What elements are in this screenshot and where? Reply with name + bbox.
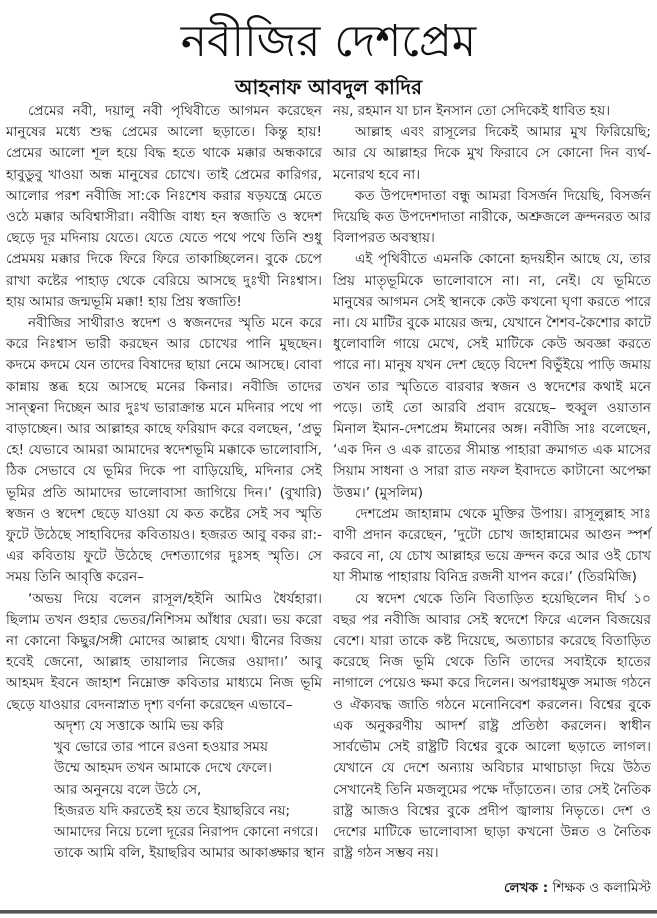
poem-line: অদৃশ্য যে সত্তাকে আমি ভয় করি (54, 717, 224, 734)
bottom-rule (0, 910, 657, 914)
article-author: আহনাফ আবদুল কাদির (234, 75, 422, 99)
poem-line: খুব ভোরে তার পানে রওনা হওয়ার সময় (54, 739, 268, 756)
paragraph: কত উপদেশদাতা বন্ধু আমরা বিসর্জন দিয়েছি, বিসর্জন দিয়েছি কত উপদেশদাতা নারীকে, অশ্রুজলে ক্রন্দনরত আর বিলাপরত অবস্থায়। (333, 187, 651, 247)
article-title: নবীজির দেশপ্রেম (180, 16, 477, 67)
paragraph: নয়, রহমান যা চান ইনসান তো সেদিকেই ধাবিত হয়। (333, 103, 611, 119)
paragraph: আল্লাহ এবং রাসূলের দিকেই আমার মুখ ফিরিয়েছি; আর যে আল্লাহর দিকে মুখ ফিরাবে সে কোনো দিন ব্যর্থ-মনোরথ হবে না। (333, 124, 651, 183)
poem-line: উম্মে আহমদ তখন আমাকে দেখে ফেলে। (54, 760, 272, 777)
paragraph: প্রেমের নবী, দয়ালু নবী পৃথিবীতে আগমন করেছেন মানুষের মধ্যে শুদ্ধ প্রেমের আলো ছড়াতে। কিন্তু হায়! প্রেমের আলো শূল হয়ে বিদ্ধ হতে থাকে মক্কার অন্ধকারে হাবুডুবু খাওয়া অন্ধ মানুষের চোখে। তাই প্রেমের কারিগর, আলোর পরশ নবীজি সা:কে নিঃশেষ করার ষড়যন্ত্রে মেতে ওঠে মক্কার অবিশ্বাসীরা। নবীজি বাধ্য হন স্বজাতি ও স্বদেশ ছেড়ে দূর মদিনায় যেতে। যেতে যেতে পথে পথে তিনি শুধু প্রেমময় মক্কার দিকে ফিরে ফিরে তাকাচ্ছিলেন। বুকে চেপে রাখা কষ্টের পাহাড় থেকে বেরিয়ে আসছে দুঃখী নিঃশ্বাস। হায় আমার জন্মভূমি মক্কা! হায় প্রিয় স্বজাতি! (6, 103, 322, 310)
paragraph: নবীজির সাথীরাও স্বদেশ ও স্বজনদের স্মৃতি মনে করে করে নিঃশ্বাস ভারী করছেন আর চোখের পানি মুছছেন। কদমে কদমে যেন তাদের বিষাদের ছায়া নেমে আসছে। বোবা কান্নায় স্তব্ধ হয়ে আসছে মনের কিনার। নবীজি তাদের সান্ত্বনা দিচ্ছেন আর দুঃখ ভারাক্রান্ত মনে মদিনার পথে পা বাড়াচ্ছেন। আর আল্লাহর কাছে ফরিয়াদ করে বলছেন, ‘প্রভু হে! যেভাবে আমরা আমাদের স্বদেশভূমি মক্কাকে ভালোবাসি, ঠিক সেভাবে যে ভূমির দিকে পা বাড়িয়েছি, মদিনার সেই ভূমির প্রতি আমাদের ভালোবাসা জাগিয়ে দিন।’ (বুখারি) স্বজন ও স্বদেশ ছেড়ে যাওয়া যে কত কষ্টের সেই সব স্মৃতি ফুটে উঠেছে সাহাবিদের কবিতায়ও। হজরত আবু বকর রা:-এর কবিতায় ফুটে উঠেছে দেশত্যাগের দুঃসহ স্মৃতি। সে সময় তিনি আবৃত্তি করেন– (6, 315, 322, 586)
poem (6, 716, 325, 864)
paragraph: দেশপ্রেম জাহান্নাম থেকে মুক্তির উপায়। রাসূলুল্লাহ সাঃ বাণী প্রদান করেছেন, ‘দুটো চোখ জাহান্নামের আগুন স্পর্শ করবে না, যে চোখ আল্লাহর ভয়ে ক্রন্দন করে আর ওই চোখ যা সীমান্ত পাহারায় বিনিদ্র রজনী যাপন করে।’ (তিরমিজি) (333, 505, 651, 586)
poem-line: তাকে আমি বলি, ইয়াছরিব আমার আকাঙ্ক্ষার স্থান (54, 845, 325, 862)
poem-line: আর অনুনয়ে বলে উঠে সে, (54, 781, 202, 798)
byline-text: শিক্ষক ও কলামিস্ট (552, 880, 651, 897)
paragraph: এই পৃথিবীতে এমনকি কোনো হৃদয়হীন আছে যে, তার প্রিয় মাতৃভূমিকে ভালোবাসে না। না, নেই। যে ভূমিতে মানুষের আগমন সেই স্থানকে কেউ কখনো ঘৃণা করতে পারে না। যে মাটির বুকে মায়ের জন্ম, যেখানে শৈশব-কৈশোর কাটে ধুলোবালি গায়ে মেখে, সেই মাটিকে কেউ অবজ্ঞা করতে পারে না। মানুষ যখন দেশ ছেড়ে বিদেশ বিভুঁইয়ে পাড়ি জমায় তখন তার স্মৃতিতে বারবার স্বজন ও স্বদেশের কথাই মনে পড়ে। তাই তো আরবি প্রবাদ রয়েছে– হুব্বুল ওয়াতান মিনাল ইমান-দেশপ্রেম ঈমানের অঙ্গ। নবীজি সাঃ বলেছেন, ‘এক দিন ও এক রাতের সীমান্ত পাহারা ক্রমাগত এক মাসের সিয়াম সাধনা ও সারা রাত নফল ইবাদতে কাটানো অপেক্ষা উত্তম।’ (মুসলিম) (333, 251, 651, 501)
poem-line: আমাদের নিয়ে চলো দূরের নিরাপদ কোনো নগরে। (54, 823, 319, 840)
right-column (333, 101, 651, 900)
paragraph: যে স্বদেশ থেকে তিনি বিতাড়িত হয়েছিলেন দীর্ঘ ১০ বছর পর নবীজি আবার সেই স্বদেশে ফিরে এলেন বিজয়ের বেশে। যারা তাকে কষ্ট দিয়েছে, অত্যাচার করেছে বিতাড়িত করেছে নিজ ভূমি থেকে তিনি তাদের সবাইকে হাতের নাগালে পেয়েও ক্ষমা করে দিলেন। অপরাধমুক্ত সমাজ গঠনে ও ঐক্যবদ্ধ জাতি গঠনে মনোনিবেশ করলেন। বিশ্বের বুকে এক অনুকরণীয় আদর্শ রাষ্ট্র প্রতিষ্ঠা করলেন। স্বাধীন সার্বভৌম সেই রাষ্ট্রটি বিশ্বের বুকে আলো ছড়াতে লাগল। যেখানে যে দেশে অন্যায় অবিচার মাথাচাড়া দিয়ে উঠত সেখানেই তিনি মজলুমের পক্ষে দাঁড়াতেন। তার সেই নৈতিক রাষ্ট্র আজও বিশ্বের বুকে প্রদীপ জ্বালায় নিভৃতে। দেশ ও দেশের মাটিকে ভালোবাসা ছাড়া কখনো উন্নত ও নৈতিক রাষ্ট্র গঠন সম্ভব নয়। (333, 590, 651, 862)
author-byline (333, 878, 651, 899)
byline-label: লেখক : (503, 880, 549, 897)
poem-line: হিজরত যদি করতেই হয় তবে ইয়াছরিবে নয়; (54, 802, 291, 819)
left-column (6, 101, 325, 864)
paragraph: ‘অভয় দিয়ে বলেন রাসূল/হইনি আমিও ধৈর্যহারা। ছিলাম তখন গুহার ভেতর/নিশিসম আঁধার ঘেরা। ভয় করো না কোনো কিছুর/সঙ্গী মোদের আল্লাহ যেথা। দ্বীনের বিজয় হবেই জেনো, আল্লাহ তায়ালার নিজের ওয়াদা।’ আবু আহমদ ইবনে জাহাশ নিম্নোক্ত কবিতার মাধ্যমে নিজ ভূমি ছেড়ে যাওয়ার বেদনাস্নাত দৃশ্য বর্ণনা করেছেন এভাবে– (6, 590, 322, 713)
